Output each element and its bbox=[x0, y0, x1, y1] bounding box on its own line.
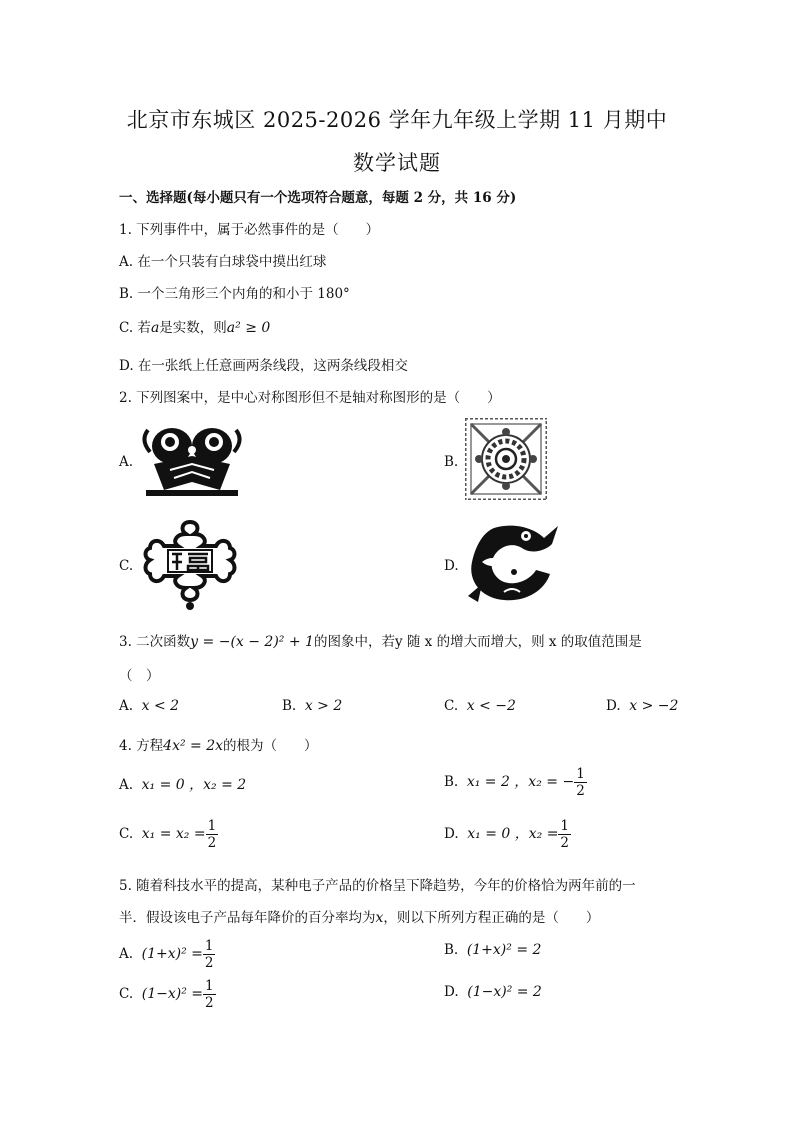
q5-stem-line1: 5. 随着科技水平的提高，某种电子产品的价格呈下降趋势，今年的价格恰为两年前的一 bbox=[119, 878, 636, 894]
q3-paren: （ ） bbox=[119, 668, 160, 684]
q3-option-b-label: B. bbox=[282, 698, 297, 714]
q4-option-a bbox=[119, 774, 246, 794]
q5-option-a-fraction bbox=[203, 938, 216, 971]
q2-label-d: D. bbox=[444, 558, 459, 574]
q1-option-d: D. 在一张纸上任意画两条线段，这两条线段相交 bbox=[119, 358, 408, 374]
q3-option-c bbox=[444, 698, 516, 714]
q1-option-a: A. 在一个只装有白球袋中摸出红球 bbox=[119, 254, 327, 270]
q3-option-d bbox=[606, 698, 678, 714]
q2-label-b: B. bbox=[444, 454, 459, 470]
q3-option-b bbox=[282, 698, 342, 714]
q5-option-d bbox=[444, 984, 542, 1000]
q4-option-b-fraction bbox=[574, 766, 587, 799]
q3-option-c-value: x < −2 bbox=[466, 698, 516, 714]
fraction-numerator: 1 bbox=[207, 818, 217, 834]
q5-option-c-fraction bbox=[203, 978, 216, 1011]
q1-option-b: B. 一个三角形三个内角的和小于 180° bbox=[119, 286, 350, 302]
q3-stem-suffix: 的图象中，若y 随 x 的增大而增大，则 x 的取值范围是 bbox=[313, 634, 642, 650]
q4-option-d-fraction bbox=[558, 818, 571, 851]
q4-stem bbox=[119, 734, 318, 754]
pattern-d-fish-swirl-image bbox=[464, 522, 560, 604]
q1-stem: 1. 下列事件中，属于必然事件的是（ ） bbox=[119, 222, 380, 238]
fraction-numerator: 1 bbox=[576, 766, 585, 782]
fraction-denominator: 2 bbox=[207, 835, 217, 851]
q5-option-c-label: C. bbox=[119, 986, 134, 1002]
q5-variable: x bbox=[375, 910, 384, 926]
q5-option-a-value: (1+x)² = bbox=[141, 946, 203, 962]
fraction-denominator: 2 bbox=[204, 955, 214, 971]
q5-option-b bbox=[444, 942, 541, 958]
q4-option-d-value: x₁ = 0 ，x₂ = bbox=[467, 826, 559, 842]
q4-equation: 4x² = 2x bbox=[163, 738, 224, 754]
q5-option-a-label: A. bbox=[119, 946, 134, 962]
q5-stem-line2-prefix: 半．假设该电子产品每年降价的百分率均为 bbox=[119, 910, 376, 926]
fraction-denominator: 2 bbox=[576, 783, 585, 799]
section-heading: 一、选择题(每小题只有一个选项符合题意，每题 2 分，共 16 分) bbox=[119, 190, 517, 206]
q1-option-c-prefix: C. 若 bbox=[119, 320, 151, 336]
q4-option-d-label: D. bbox=[444, 826, 459, 842]
q5-option-c bbox=[119, 978, 216, 1011]
q1-option-c bbox=[119, 316, 270, 336]
q1-option-c-mid: 是实数，则 bbox=[159, 320, 227, 336]
q3-option-a-value: x < 2 bbox=[141, 698, 180, 714]
q3-function: y = −(x − 2)² + 1 bbox=[190, 634, 314, 650]
q1-option-c-var: a bbox=[150, 320, 160, 336]
page-title: 北京市东城区 2025-2026 学年九年级上学期 11 月期中 bbox=[126, 108, 668, 132]
fraction-numerator: 1 bbox=[204, 938, 214, 954]
pattern-c-fu-image bbox=[142, 518, 238, 612]
q2-stem: 2. 下列图案中，是中心对称图形但不是轴对称图形的是（ ） bbox=[119, 390, 501, 406]
q4-stem-suffix: 的根为（ ） bbox=[223, 738, 318, 754]
q4-option-d bbox=[444, 818, 571, 851]
pattern-b-ornament-image bbox=[465, 418, 547, 500]
fraction-denominator: 2 bbox=[204, 995, 214, 1011]
q4-option-a-label: A. bbox=[119, 777, 134, 793]
q5-option-d-value: (1−x)² = 2 bbox=[467, 984, 542, 1000]
q3-stem-prefix: 3. 二次函数 bbox=[119, 634, 191, 650]
q3-option-d-label: D. bbox=[606, 698, 621, 714]
q2-label-a: A. bbox=[119, 454, 134, 470]
q4-option-c bbox=[119, 818, 218, 851]
page-subtitle: 数学试题 bbox=[353, 151, 441, 175]
q2-label-c: C. bbox=[119, 558, 134, 574]
q1-option-c-expr: a² ≥ 0 bbox=[226, 320, 271, 336]
fraction-denominator: 2 bbox=[560, 835, 570, 851]
q4-option-a-value: x₁ = 0 ，x₂ = 2 bbox=[141, 777, 247, 793]
pattern-a-fish-image bbox=[140, 420, 244, 500]
q3-option-a bbox=[119, 698, 179, 714]
q5-option-d-label: D. bbox=[444, 984, 459, 1000]
q4-option-c-fraction bbox=[206, 818, 219, 851]
q4-option-c-label: C. bbox=[119, 826, 134, 842]
q3-option-d-value: x > −2 bbox=[629, 698, 679, 714]
q3-option-a-label: A. bbox=[119, 698, 134, 714]
q4-option-c-value: x₁ = x₂ = bbox=[141, 826, 206, 842]
q5-stem-line2 bbox=[119, 906, 599, 926]
q4-option-b bbox=[444, 766, 587, 799]
q4-option-b-label: B. bbox=[444, 774, 459, 790]
q5-option-b-value: (1+x)² = 2 bbox=[466, 942, 542, 958]
q5-stem-line2-suffix: ，则以下所列方程正确的是（ ） bbox=[383, 910, 600, 926]
q3-option-c-label: C. bbox=[444, 698, 459, 714]
q4-stem-prefix: 4. 方程 bbox=[119, 738, 164, 754]
q5-option-a bbox=[119, 938, 215, 971]
q5-option-c-value: (1−x)² = bbox=[141, 986, 203, 1002]
q4-option-b-value: x₁ = 2 ，x₂ = − bbox=[466, 774, 575, 790]
q3-stem bbox=[119, 630, 642, 650]
q5-option-b-label: B. bbox=[444, 942, 459, 958]
fraction-numerator: 1 bbox=[560, 818, 570, 834]
q3-option-b-value: x > 2 bbox=[304, 698, 343, 714]
fraction-numerator: 1 bbox=[204, 978, 214, 994]
